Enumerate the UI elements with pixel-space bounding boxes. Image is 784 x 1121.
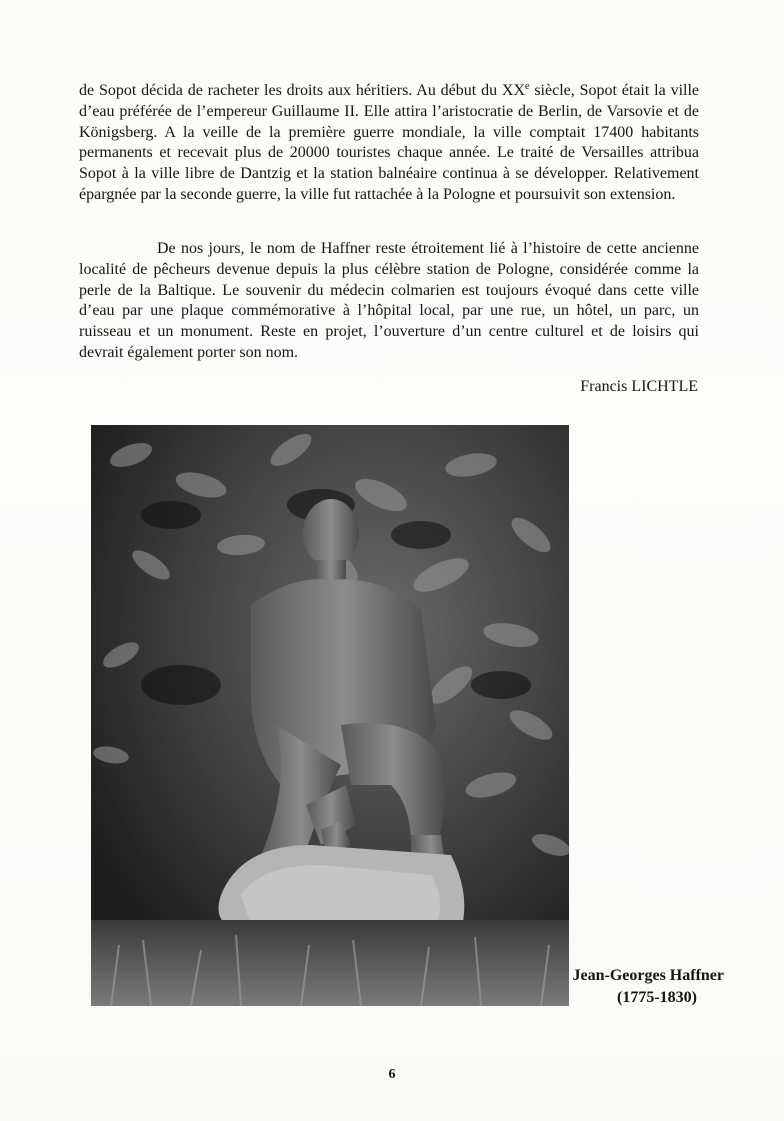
paragraph-sopot-history <box>79 81 699 206</box>
paragraph-haffner-legacy: De nos jours, le nom de Haffner reste étroitement lié à l’histoire de cette ancienne localité de pêcheurs devenue depuis la plus célèbre station de Pologne, considérée comme la perle de la Baltique. Le souvenir du médecin colmarien est toujours évoqué dans cette ville d’eau par une plaque commémorative à l’hôpital local, par une rue, un hôtel, un parc, un ruisseau et un monument. Reste en projet, l’ouverture d’un centre culturel et de loisirs qui devrait également porter son nom. <box>79 240 699 361</box>
page-number: 6 <box>388 1067 396 1082</box>
author-signature: Francis LICHTLE <box>580 378 698 395</box>
statue-photo <box>91 425 569 1006</box>
paragraph-text: de Sopot décida de racheter les droits aux héritiers. Au début du XX <box>79 82 526 99</box>
photo-caption <box>572 965 724 1009</box>
superscript: e <box>525 81 530 92</box>
caption-name: Jean-Georges Haffner <box>572 967 724 984</box>
paragraph-text: siècle, Sopot était la ville d’eau préférée de l’empereur Guillaume II. Elle attira l’aristocratie de Berlin, de Varsovie et de Königsberg. A la veille de la première guerre mondiale, la ville comptait 17400 habitants permanents et recevait plus de 20000 touristes chaque année. Le traité de Versailles attribua Sopot à la ville libre de Dantzig et la station balnéaire continua à se développer. Relativement épargnée par la seconde guerre, la ville fut rattachée à la Pologne et poursuivit son extension. <box>79 82 700 203</box>
caption-dates: (1775-1830) <box>617 989 697 1006</box>
